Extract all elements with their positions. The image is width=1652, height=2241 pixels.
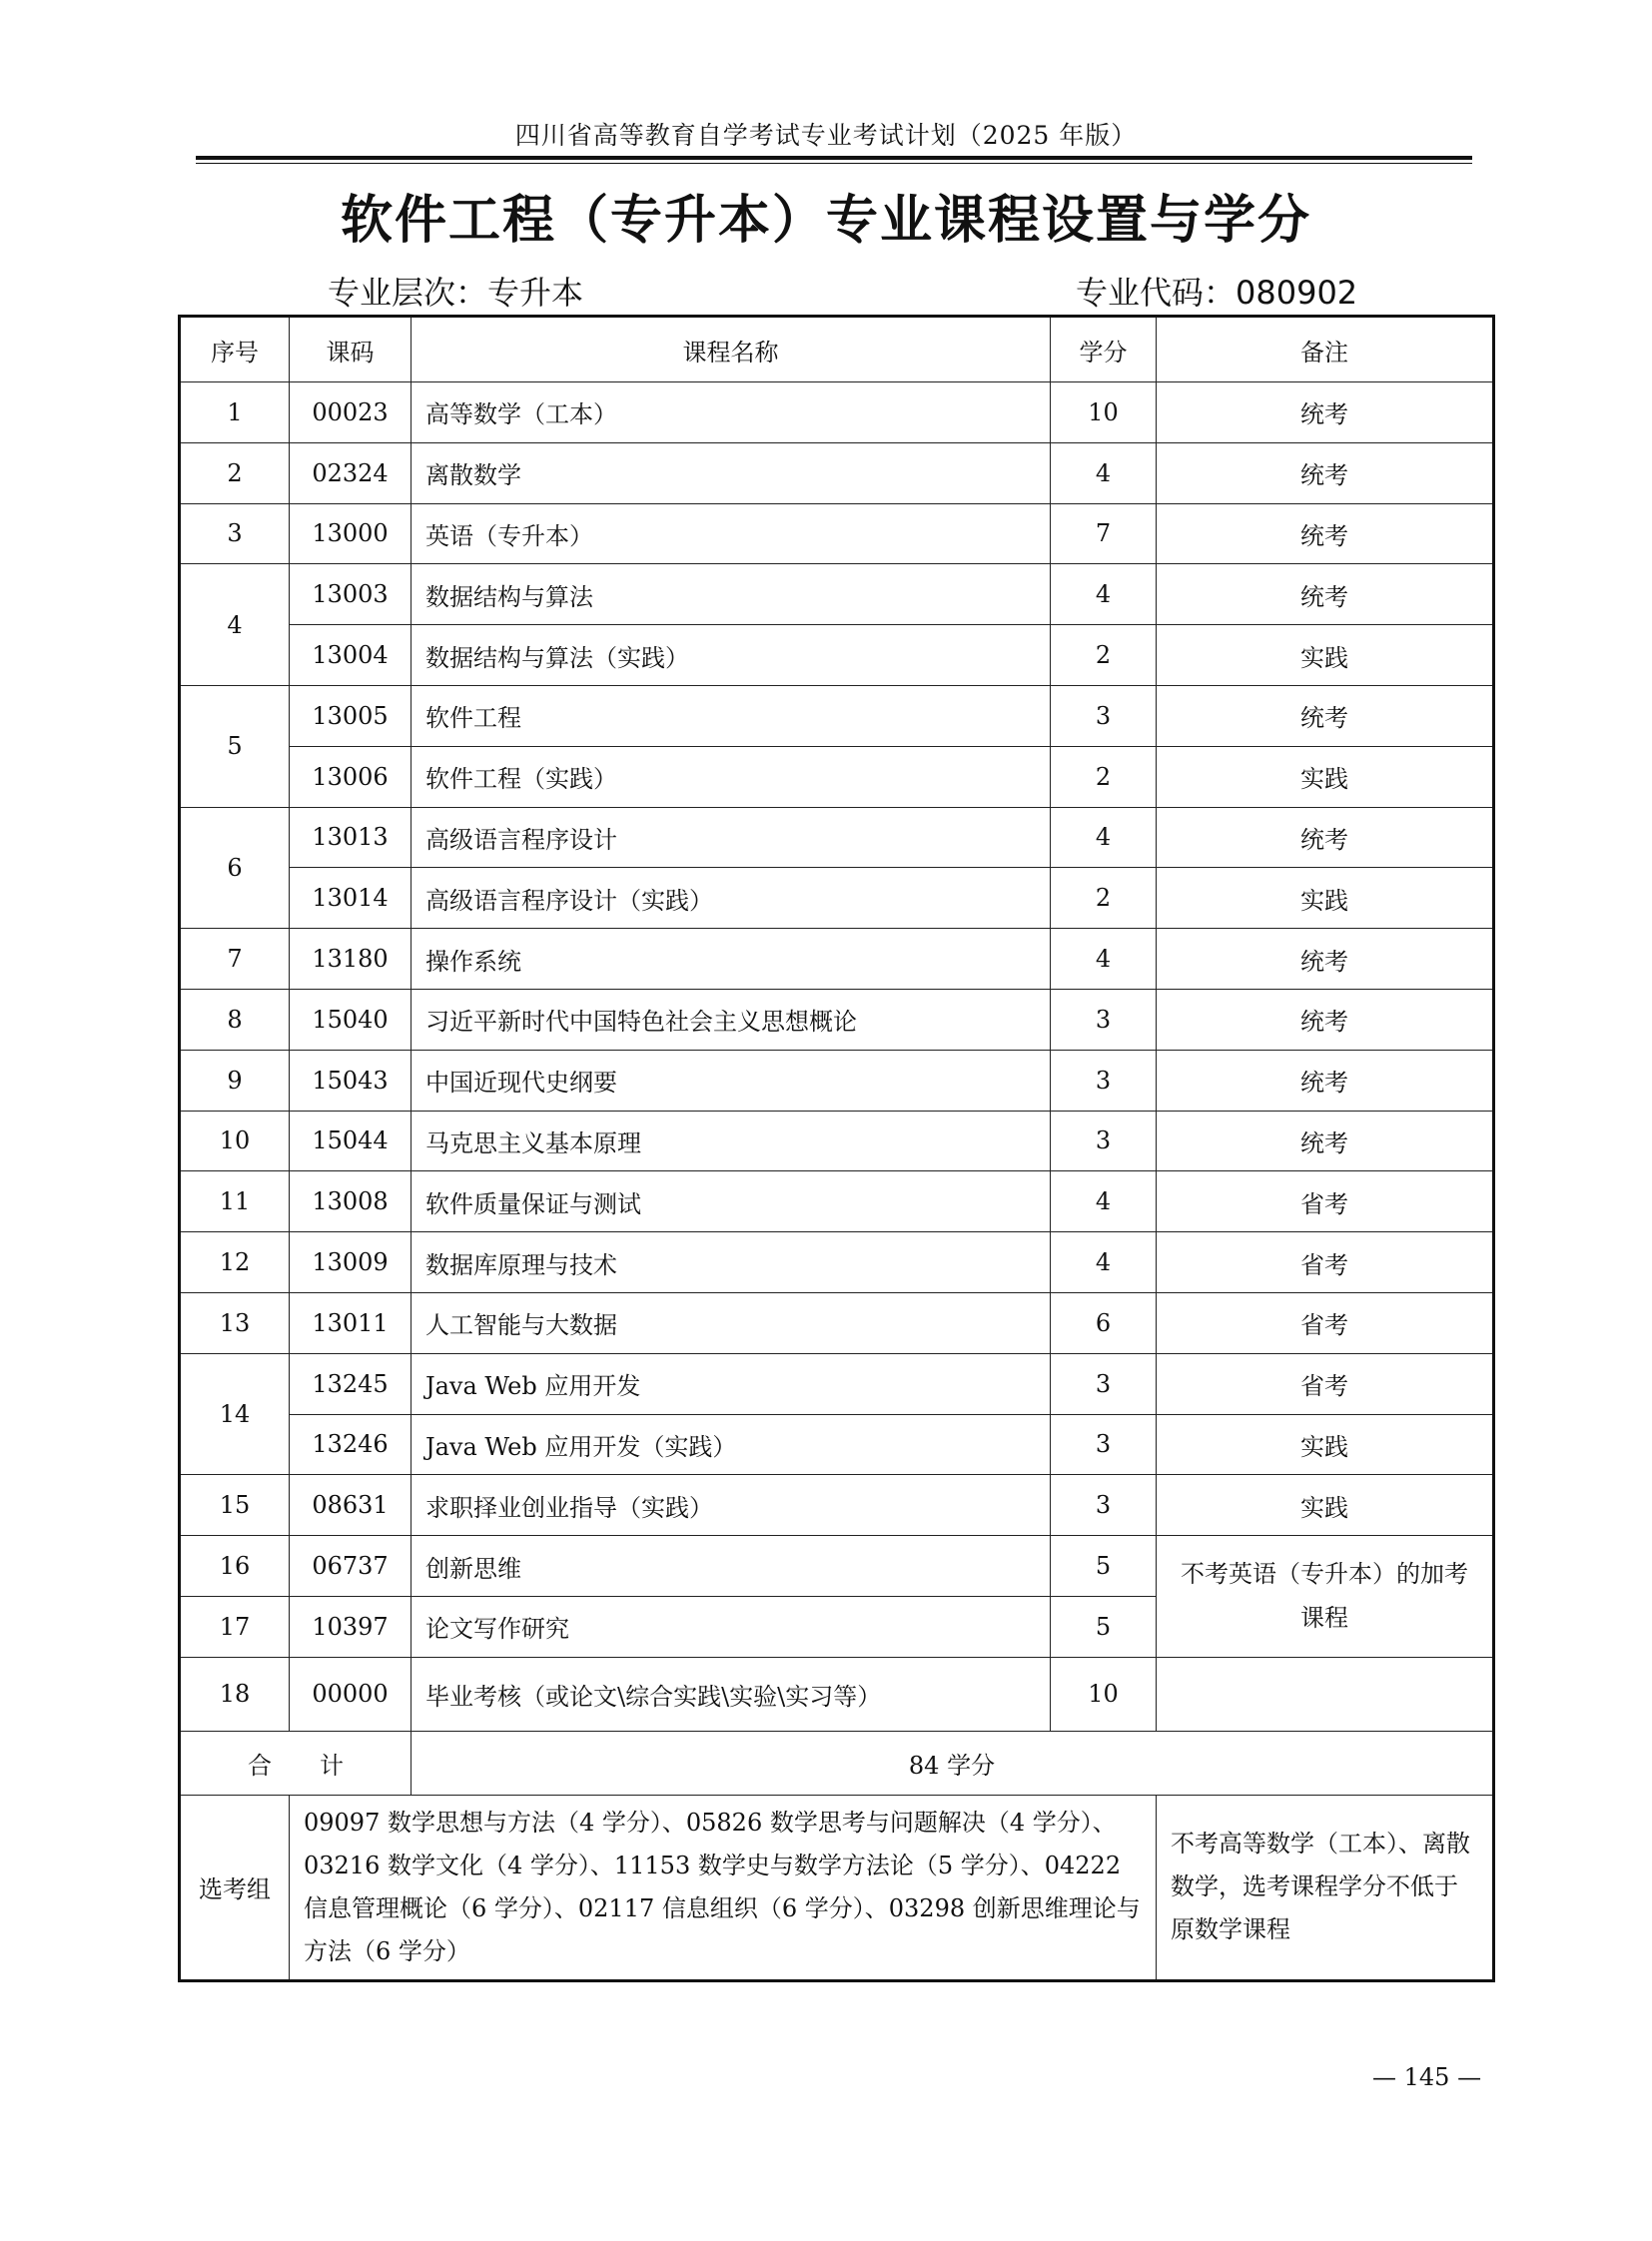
table-row <box>180 989 1494 1050</box>
column-header-note: 备注 <box>1157 317 1494 382</box>
total-row <box>180 1731 1494 1795</box>
column-header-no: 序号 <box>180 317 290 382</box>
row-credits: 4 <box>1051 807 1157 868</box>
row-no: 14 <box>180 1353 290 1475</box>
elective-note: 不考高等数学（工本）、离散数学，选考课程学分不低于原数学课程 <box>1157 1795 1494 1980</box>
row-note: 统考 <box>1157 989 1494 1050</box>
row-course-name: 创新思维 <box>412 1536 1051 1597</box>
row-note: 统考 <box>1157 564 1494 625</box>
row-course-name: 操作系统 <box>412 929 1051 990</box>
row-no: 15 <box>180 1475 290 1536</box>
row-code: 02324 <box>290 442 412 503</box>
row-course-name: 高级语言程序设计（实践） <box>412 868 1051 929</box>
column-header-code: 课码 <box>290 317 412 382</box>
table-row <box>180 382 1494 443</box>
row-course-name: 高级语言程序设计 <box>412 807 1051 868</box>
row-course-name: 习近平新时代中国特色社会主义思想概论 <box>412 989 1051 1050</box>
total-label: 合 计 <box>180 1731 412 1795</box>
row-credits: 3 <box>1051 1414 1157 1475</box>
row-code: 13008 <box>290 1171 412 1232</box>
row-note: 统考 <box>1157 685 1494 746</box>
row-no: 8 <box>180 989 290 1050</box>
row-credits: 7 <box>1051 503 1157 564</box>
table-row <box>180 746 1494 807</box>
row-course-name: 软件工程（实践） <box>412 746 1051 807</box>
header-rule-thick <box>196 156 1472 160</box>
row-note: 实践 <box>1157 868 1494 929</box>
row-course-name: Java Web 应用开发（实践） <box>412 1414 1051 1475</box>
row-code: 13180 <box>290 929 412 990</box>
row-code: 13004 <box>290 625 412 686</box>
row-credits: 3 <box>1051 1111 1157 1171</box>
row-code: 15043 <box>290 1050 412 1111</box>
row-note: 省考 <box>1157 1353 1494 1414</box>
row-note <box>1157 1657 1494 1731</box>
row-course-name: 人工智能与大数据 <box>412 1292 1051 1353</box>
row-credits: 3 <box>1051 1050 1157 1111</box>
table-row <box>180 503 1494 564</box>
page-number: — 145 — <box>1372 2063 1482 2091</box>
row-note: 统考 <box>1157 1111 1494 1171</box>
row-note: 实践 <box>1157 1414 1494 1475</box>
row-note: 统考 <box>1157 929 1494 990</box>
row-code: 13003 <box>290 564 412 625</box>
major-code: 专业代码：080902 <box>1076 274 1358 312</box>
table-row <box>180 442 1494 503</box>
row-no: 4 <box>180 564 290 686</box>
row-code: 15040 <box>290 989 412 1050</box>
row-code: 13246 <box>290 1414 412 1475</box>
row-note: 实践 <box>1157 625 1494 686</box>
row-course-name: 软件质量保证与测试 <box>412 1171 1051 1232</box>
row-code: 06737 <box>290 1536 412 1597</box>
row-code: 13014 <box>290 868 412 929</box>
running-header: 四川省高等教育自学考试专业考试计划（2025 年版） <box>514 121 1138 150</box>
row-course-name: 软件工程 <box>412 685 1051 746</box>
row-code: 13011 <box>290 1292 412 1353</box>
row-no: 18 <box>180 1657 290 1731</box>
row-note: 省考 <box>1157 1171 1494 1232</box>
row-credits: 2 <box>1051 625 1157 686</box>
header-rule-thin <box>196 163 1472 164</box>
row-note: 统考 <box>1157 442 1494 503</box>
column-header-credits: 学分 <box>1051 317 1157 382</box>
row-credits: 3 <box>1051 1353 1157 1414</box>
row-credits: 6 <box>1051 1292 1157 1353</box>
elective-label: 选考组 <box>180 1795 290 1980</box>
row-code: 13000 <box>290 503 412 564</box>
row-note: 实践 <box>1157 1475 1494 1536</box>
table-row <box>180 1475 1494 1536</box>
row-no: 13 <box>180 1292 290 1353</box>
row-credits: 4 <box>1051 929 1157 990</box>
row-credits: 3 <box>1051 1475 1157 1536</box>
row-code: 13245 <box>290 1353 412 1414</box>
row-credits: 4 <box>1051 1171 1157 1232</box>
row-credits: 5 <box>1051 1536 1157 1597</box>
row-course-name: 英语（专升本） <box>412 503 1051 564</box>
row-credits: 10 <box>1051 382 1157 443</box>
row-no: 16 <box>180 1536 290 1597</box>
row-course-name: 高等数学（工本） <box>412 382 1051 443</box>
row-course-name: 数据结构与算法 <box>412 564 1051 625</box>
table-row <box>180 1353 1494 1414</box>
row-code: 13006 <box>290 746 412 807</box>
row-note: 省考 <box>1157 1292 1494 1353</box>
row-course-name: 求职择业创业指导（实践） <box>412 1475 1051 1536</box>
row-no: 10 <box>180 1111 290 1171</box>
row-code: 13009 <box>290 1232 412 1293</box>
row-course-name: 离散数学 <box>412 442 1051 503</box>
row-note-merged: 不考英语（专升本）的加考课程 <box>1157 1536 1494 1658</box>
row-code: 13005 <box>290 685 412 746</box>
row-course-name: 中国近现代史纲要 <box>412 1050 1051 1111</box>
table-row <box>180 1111 1494 1171</box>
table-row <box>180 929 1494 990</box>
row-credits: 2 <box>1051 868 1157 929</box>
column-header-name: 课程名称 <box>412 317 1051 382</box>
row-credits: 4 <box>1051 1232 1157 1293</box>
table-row <box>180 564 1494 625</box>
row-no: 9 <box>180 1050 290 1111</box>
page-title: 软件工程（专升本）专业课程设置与学分 <box>340 191 1311 251</box>
row-note: 统考 <box>1157 1050 1494 1111</box>
row-no: 1 <box>180 382 290 443</box>
total-value: 84 学分 <box>412 1731 1494 1795</box>
row-code: 08631 <box>290 1475 412 1536</box>
row-course-name: 论文写作研究 <box>412 1596 1051 1657</box>
row-no: 11 <box>180 1171 290 1232</box>
course-table <box>178 315 1495 1982</box>
row-course-name: 马克思主义基本原理 <box>412 1111 1051 1171</box>
row-note: 统考 <box>1157 807 1494 868</box>
table-header-row <box>180 317 1494 382</box>
table-row <box>180 868 1494 929</box>
table-row <box>180 1232 1494 1293</box>
row-note: 省考 <box>1157 1232 1494 1293</box>
row-credits: 3 <box>1051 685 1157 746</box>
row-course-name: Java Web 应用开发 <box>412 1353 1051 1414</box>
row-credits: 2 <box>1051 746 1157 807</box>
row-no: 17 <box>180 1596 290 1657</box>
table-row <box>180 807 1494 868</box>
row-note: 统考 <box>1157 382 1494 443</box>
row-code: 15044 <box>290 1111 412 1171</box>
row-credits: 3 <box>1051 989 1157 1050</box>
table-row <box>180 1657 1494 1731</box>
row-course-name: 毕业考核（或论文\综合实践\实验\实习等） <box>412 1657 1051 1731</box>
row-note: 实践 <box>1157 746 1494 807</box>
elective-row <box>180 1795 1494 1980</box>
row-code: 10397 <box>290 1596 412 1657</box>
table-row <box>180 625 1494 686</box>
elective-courses: 09097 数学思想与方法（4 学分）、05826 数学思考与问题解决（4 学分）、03216 数学文化（4 学分）、11153 数学史与数学方法论（5 学分）、04222 信息管理概论（6 学分）、02117 信息组织（6 学分）、03298 创新思维理论与方法（6 学分） <box>290 1795 1157 1980</box>
table-row <box>180 1536 1494 1597</box>
row-no: 5 <box>180 685 290 807</box>
row-credits: 5 <box>1051 1596 1157 1657</box>
row-no: 6 <box>180 807 290 929</box>
row-course-name: 数据结构与算法（实践） <box>412 625 1051 686</box>
row-credits: 4 <box>1051 442 1157 503</box>
row-code: 00000 <box>290 1657 412 1731</box>
row-credits: 10 <box>1051 1657 1157 1731</box>
table-row <box>180 1050 1494 1111</box>
row-no: 2 <box>180 442 290 503</box>
table-row <box>180 1292 1494 1353</box>
row-code: 00023 <box>290 382 412 443</box>
major-level: 专业层次：专升本 <box>328 274 584 312</box>
table-row <box>180 1414 1494 1475</box>
row-no: 12 <box>180 1232 290 1293</box>
row-code: 13013 <box>290 807 412 868</box>
table-row <box>180 685 1494 746</box>
row-no: 7 <box>180 929 290 990</box>
row-credits: 4 <box>1051 564 1157 625</box>
row-no: 3 <box>180 503 290 564</box>
row-course-name: 数据库原理与技术 <box>412 1232 1051 1293</box>
table-row <box>180 1171 1494 1232</box>
row-note: 统考 <box>1157 503 1494 564</box>
